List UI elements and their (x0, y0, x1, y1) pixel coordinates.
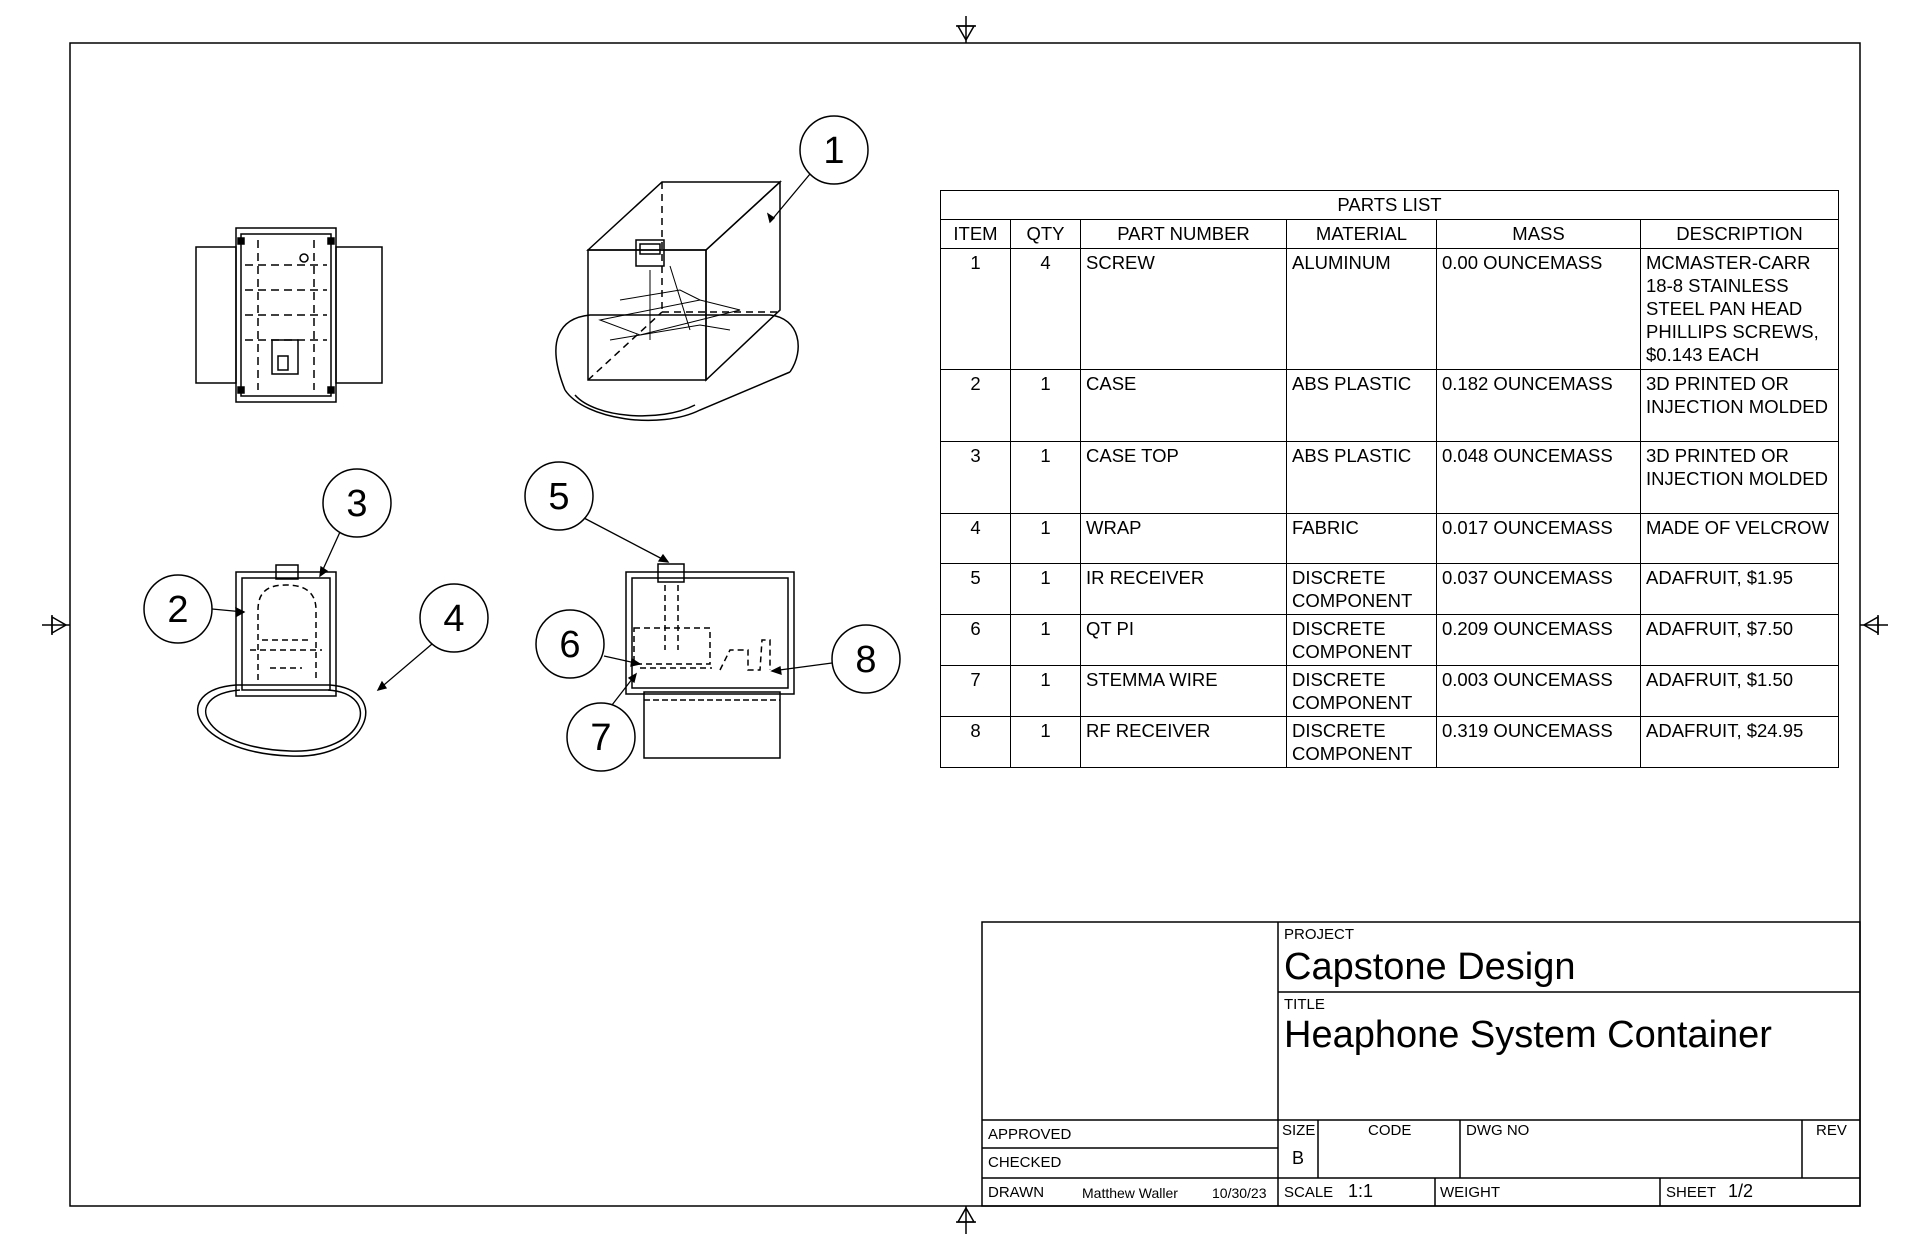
size-label: SIZE (1282, 1122, 1316, 1139)
item-cell: 1 (941, 249, 1011, 370)
centering-mark-right (1860, 615, 1888, 635)
weight-label: WEIGHT (1440, 1184, 1500, 1201)
description-cell: 3D PRINTED OR INJECTION MOLDED (1641, 370, 1839, 442)
table-row (941, 370, 1839, 442)
header-item: ITEM (941, 220, 1011, 249)
balloon-2: 2 (167, 589, 189, 631)
material-cell: ABS PLASTIC (1287, 442, 1437, 514)
table-row (941, 564, 1839, 615)
front-view (198, 565, 366, 756)
parts-list-header-row (941, 220, 1839, 249)
balloon-6: 6 (559, 624, 581, 666)
mass-cell: 0.003 OUNCEMASS (1437, 666, 1641, 717)
item-cell: 3 (941, 442, 1011, 514)
qty-cell: 1 (1011, 717, 1081, 768)
table-row (941, 514, 1839, 564)
scale-value: 1:1 (1348, 1181, 1374, 1201)
code-label: CODE (1368, 1122, 1412, 1139)
part-cell: CASE TOP (1081, 442, 1287, 514)
table-row (941, 442, 1839, 514)
sheet-value: 1/2 (1728, 1181, 1754, 1201)
qty-cell: 1 (1011, 564, 1081, 615)
title-label: TITLE (1284, 996, 1325, 1013)
rev-label: REV (1816, 1122, 1847, 1139)
material-cell: FABRIC (1287, 514, 1437, 564)
mass-cell: 0.037 OUNCEMASS (1437, 564, 1641, 615)
material-cell: DISCRETE COMPONENT (1287, 717, 1437, 768)
qty-cell: 1 (1011, 514, 1081, 564)
part-cell: RF RECEIVER (1081, 717, 1287, 768)
isometric-view (556, 182, 798, 420)
qty-cell: 1 (1011, 666, 1081, 717)
scale-label: SCALE (1284, 1184, 1334, 1201)
description-cell: ADAFRUIT, $24.95 (1641, 717, 1839, 768)
balloon-5: 5 (548, 476, 570, 518)
material-cell: DISCRETE COMPONENT (1287, 666, 1437, 717)
table-row (941, 615, 1839, 666)
description-cell: ADAFRUIT, $7.50 (1641, 615, 1839, 666)
drawing-title: Heaphone System Container (1284, 1014, 1772, 1056)
item-cell: 8 (941, 717, 1011, 768)
header-part-number: PART NUMBER (1081, 220, 1287, 249)
header-material: MATERIAL (1287, 220, 1437, 249)
mass-cell: 0.048 OUNCEMASS (1437, 442, 1641, 514)
qty-cell: 1 (1011, 370, 1081, 442)
qty-cell: 1 (1011, 615, 1081, 666)
header-qty: QTY (1011, 220, 1081, 249)
header-description: DESCRIPTION (1641, 220, 1839, 249)
drawn-by: Matthew Waller (1082, 1185, 1178, 1201)
balloon-3: 3 (346, 483, 368, 525)
side-view (626, 564, 794, 758)
part-cell: WRAP (1081, 514, 1287, 564)
description-cell: MCMASTER-CARR 18-8 STAINLESS STEEL PAN HEAD PHILLIPS SCREWS, $0.143 EACH (1641, 249, 1839, 370)
drawn-label: DRAWN (988, 1184, 1045, 1201)
project-label: PROJECT (1284, 926, 1355, 943)
centering-mark-bottom (956, 1206, 976, 1234)
centering-mark-left (42, 615, 70, 635)
drawn-date: 10/30/23 (1212, 1185, 1267, 1201)
table-row (941, 249, 1839, 370)
mass-cell: 0.209 OUNCEMASS (1437, 615, 1641, 666)
top-view (196, 228, 382, 402)
size-value: B (1292, 1148, 1305, 1168)
centering-mark-top (956, 16, 976, 43)
approved-label: APPROVED (988, 1126, 1072, 1143)
mass-cell: 0.319 OUNCEMASS (1437, 717, 1641, 768)
mass-cell: 0.017 OUNCEMASS (1437, 514, 1641, 564)
item-cell: 5 (941, 564, 1011, 615)
part-cell: SCREW (1081, 249, 1287, 370)
material-cell: DISCRETE COMPONENT (1287, 564, 1437, 615)
item-cell: 6 (941, 615, 1011, 666)
item-cell: 7 (941, 666, 1011, 717)
part-cell: IR RECEIVER (1081, 564, 1287, 615)
part-cell: STEMMA WIRE (1081, 666, 1287, 717)
balloon-4: 4 (443, 598, 465, 640)
header-mass: MASS (1437, 220, 1641, 249)
sheet-label: SHEET (1666, 1184, 1717, 1201)
description-cell: ADAFRUIT, $1.50 (1641, 666, 1839, 717)
item-cell: 4 (941, 514, 1011, 564)
material-cell: ALUMINUM (1287, 249, 1437, 370)
material-cell: ABS PLASTIC (1287, 370, 1437, 442)
part-cell: CASE (1081, 370, 1287, 442)
project-name: Capstone Design (1284, 946, 1576, 988)
qty-cell: 1 (1011, 442, 1081, 514)
part-cell: QT PI (1081, 615, 1287, 666)
balloon-8: 8 (855, 639, 877, 681)
dwg-no-label: DWG NO (1466, 1122, 1530, 1139)
mass-cell: 0.00 OUNCEMASS (1437, 249, 1641, 370)
table-row (941, 666, 1839, 717)
balloon-7: 7 (590, 717, 612, 759)
item-cell: 2 (941, 370, 1011, 442)
checked-label: CHECKED (988, 1154, 1062, 1171)
parts-list-title: PARTS LIST (941, 191, 1839, 220)
material-cell: DISCRETE COMPONENT (1287, 615, 1437, 666)
description-cell: ADAFRUIT, $1.95 (1641, 564, 1839, 615)
description-cell: 3D PRINTED OR INJECTION MOLDED (1641, 442, 1839, 514)
mass-cell: 0.182 OUNCEMASS (1437, 370, 1641, 442)
table-row (941, 717, 1839, 768)
balloon-1: 1 (823, 130, 845, 172)
qty-cell: 4 (1011, 249, 1081, 370)
description-cell: MADE OF VELCROW (1641, 514, 1839, 564)
parts-list-table (940, 190, 1839, 768)
